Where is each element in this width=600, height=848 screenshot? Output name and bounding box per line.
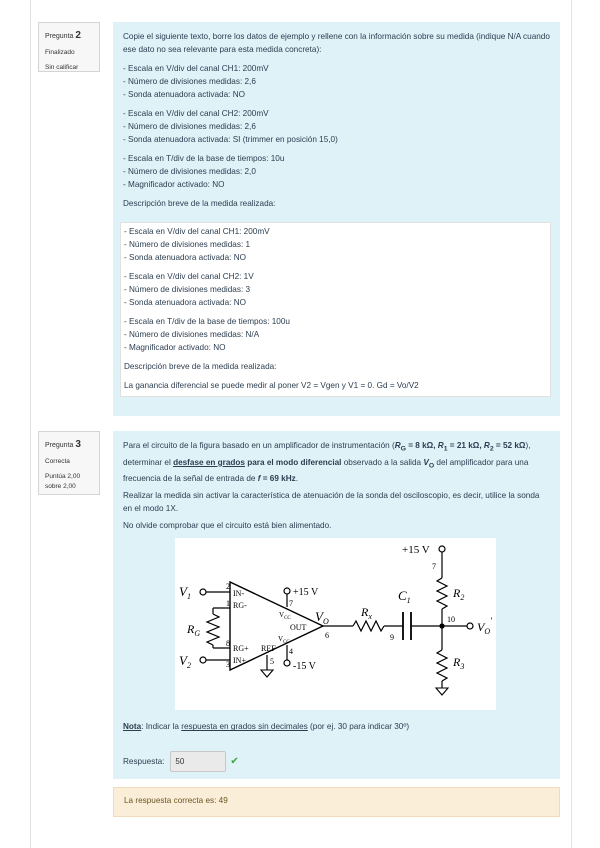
vo-prime-label: $V_O'$ <box>477 616 493 637</box>
question-2-info <box>38 22 100 72</box>
v2-label: $V_2$ <box>179 653 191 671</box>
answer-line: - Escala en V/div del canal CH2: 1V <box>124 272 254 281</box>
question-3-note: Nota: Indicar la respuesta en grados sin decimales (por ej. 30 para indicar 30º) <box>123 722 410 732</box>
question-2-intro: Copie el siguiente texto, borre los datos de ejemplo y rellene con la información sobre su medida (indique N/A cuando ese dato no sea relevante para esta medida concreta): <box>123 32 550 54</box>
answer-line: - Escala en V/div del canal CH1: 200mV <box>124 227 270 236</box>
rg-plus-label: RG+ <box>233 644 249 654</box>
in-plus-label: IN+ <box>233 656 246 666</box>
vcc-negative-terminal <box>284 660 290 666</box>
in-minus-label: IN- <box>233 589 245 599</box>
pin-3-label: 3 <box>226 660 230 670</box>
answer-line: - Número de divisiones medidas: 3 <box>124 285 251 294</box>
out-label: OUT <box>290 623 307 633</box>
answer-line: - Magnificador activado: NO <box>124 343 226 352</box>
question-2-state: Finalizado <box>45 49 75 56</box>
answer-line: - Escala en T/div de la base de tiempos: 100u <box>124 317 290 326</box>
template-line: Descripción breve de la medida realizada: <box>123 199 276 208</box>
answer-line: - Sonda atenuadora activada: NO <box>124 253 246 262</box>
pin-7-label: 7 <box>289 599 293 609</box>
pin-5-label: 5 <box>270 657 274 667</box>
v1-label: $V_1$ <box>179 584 191 602</box>
answer-line: Descripción breve de la medida realizada: <box>124 362 277 371</box>
vcc-bottom-label: $V_{CC}$ <box>278 635 290 646</box>
node-9-label: 9 <box>390 633 394 643</box>
pin-8-label: 8 <box>226 639 230 649</box>
rg-label: $R_G$ <box>187 622 201 639</box>
question-3-info <box>38 431 100 495</box>
r3-label: $R_3$ <box>453 655 465 672</box>
template-line: - Número de divisiones medidas: 2,0 <box>123 167 256 176</box>
question-3-statement: Para el circuito de la figura basado en un amplificador de instrumentación ($R_G = 8$ kΩ, $R_1 = 21$ kΩ, $R_2 = 52$ kΩ), determinar el desfase en grados para el modo diferencial observado a la salida $V_O$ del amplificador para una frecuencia de la señal de entrada de f = 69 kHz. <box>123 441 531 484</box>
correct-answer-feedback <box>113 787 560 817</box>
supply-15v-label: +15 V <box>402 544 430 557</box>
pin-2-label: 2 <box>226 582 230 592</box>
node-10-label: 10 <box>447 615 455 625</box>
rg-minus-label: RG- <box>233 601 247 611</box>
answer-line: - Sonda atenuadora activada: NO <box>124 298 246 307</box>
r2-label: $R_2$ <box>453 586 465 603</box>
c1-label: $C_1$ <box>398 588 411 606</box>
ground-icon <box>436 688 448 695</box>
pin-6-label: 6 <box>325 631 329 641</box>
question-3-reminder: No olvide comprobar que el circuito está bien alimentado. <box>123 521 332 531</box>
template-line: - Escala en V/div del canal CH2: 200mV <box>123 109 269 118</box>
vo-label: $V_O$ <box>315 609 329 627</box>
rg-resistor <box>207 614 219 645</box>
question-3-instruction: Realizar la medida sin activar la característica de atenuación de la sonda del osciloscopio, es decir, utilice la sonda en el modo 1X. <box>123 491 540 514</box>
answer-label: Respuesta: <box>123 757 165 767</box>
v2-terminal <box>200 657 206 663</box>
node-7-label: 7 <box>432 562 436 572</box>
ground-icon <box>261 670 273 677</box>
supply-15v-terminal <box>439 546 445 552</box>
template-line: - Sonda atenuadora activada: SI (trimmer en posición 15,0) <box>123 135 338 144</box>
r2-resistor <box>437 578 447 609</box>
answer-row <box>123 751 550 772</box>
pin-1-label: 1 <box>226 599 230 609</box>
vcc-negative-label: -15 V <box>293 661 316 673</box>
vcc-positive-terminal <box>284 588 290 594</box>
template-line: - Sonda atenuadora activada: NO <box>123 90 245 99</box>
question-3-number: Pregunta 3 <box>45 439 81 450</box>
vo-prime-terminal <box>467 623 473 629</box>
vcc-top-label: $V_{CC}$ <box>279 611 291 622</box>
v1-terminal <box>200 589 206 595</box>
answer-line: La ganancia diferencial se puede medir al poner V2 = Vgen y V1 = 0. Gd = Vo/V2 <box>124 381 419 390</box>
template-line: - Escala en T/div de la base de tiempos: 10u <box>123 154 285 163</box>
answer-input[interactable]: 50 <box>170 751 226 772</box>
answer-line: - Número de divisiones medidas: 1 <box>124 240 251 249</box>
vcc-positive-label: +15 V <box>293 587 319 599</box>
template-line: - Escala en V/div del canal CH1: 200mV <box>123 64 269 73</box>
template-line: - Magnificador activado: NO <box>123 180 225 189</box>
answer-line: - Número de divisiones medidas: N/A <box>124 330 260 339</box>
pin-4-label: 4 <box>289 647 293 657</box>
feedback-text: La respuesta correcta es: 49 <box>124 796 228 805</box>
question-3-grade: Puntúa 2,00 sobre 2,00 <box>45 472 81 490</box>
check-icon: ✔ <box>230 756 239 768</box>
r3-resistor <box>437 650 447 681</box>
template-line: - Número de divisiones medidas: 2,6 <box>123 122 256 131</box>
template-line: - Número de divisiones medidas: 2,6 <box>123 77 256 86</box>
question-3-content <box>113 431 560 779</box>
rx-resistor <box>353 621 384 631</box>
question-2-answer-textarea[interactable] <box>120 222 551 397</box>
ref-label: REF <box>261 644 276 654</box>
circuit-diagram <box>175 538 496 710</box>
question-2-template <box>123 62 550 210</box>
question-2-grade: Sin calificar <box>45 63 79 71</box>
rx-label: $R_x$ <box>361 605 372 622</box>
question-2-content <box>113 22 560 416</box>
question-3-state: Correcta <box>45 458 70 465</box>
question-2-number: Pregunta 2 <box>45 30 81 41</box>
